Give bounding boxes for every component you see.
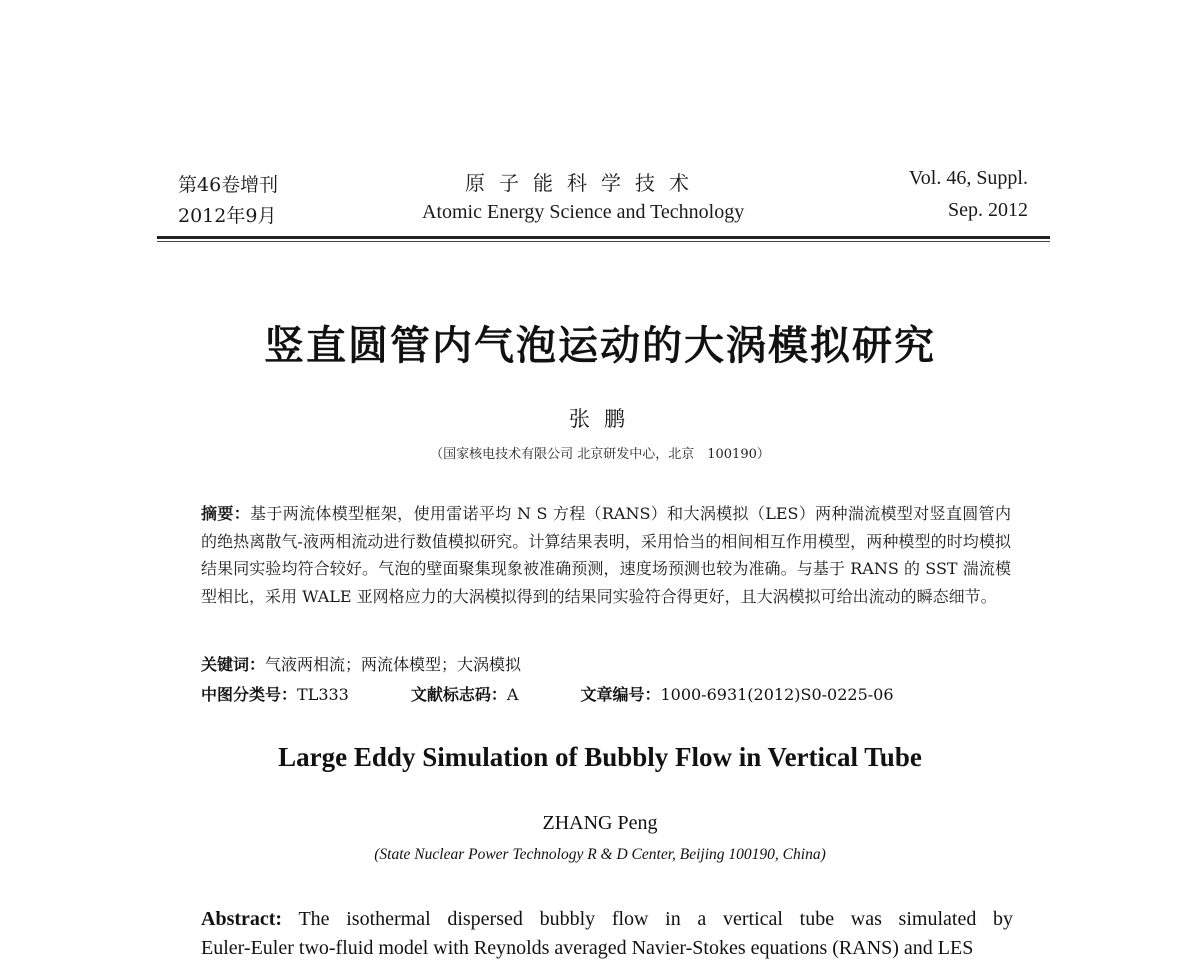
author-en: ZHANG Peng: [542, 812, 658, 834]
keywords-cn: [201, 652, 521, 675]
abstract-en-line1: The isothermal dispersed bubbly flow in a vertical tube was simulated by: [298, 908, 1014, 930]
clc-value: TL333: [297, 685, 349, 704]
date-cn: 2012年9月: [178, 205, 277, 227]
classification-line: [201, 682, 894, 705]
abstract-en: [201, 908, 1013, 931]
doc-code-value: A: [506, 685, 519, 704]
keywords-cn-label: 关键词：: [201, 655, 266, 674]
volume-cn: 第46卷增刊: [178, 174, 279, 196]
article-number-value: 1000-6931(2012)S0-0225-06: [660, 685, 894, 704]
volume-en: Vol. 46, Suppl.: [908, 167, 1028, 189]
journal-title-en: Atomic Energy Science and Technology: [422, 201, 745, 223]
header-rule-thin: [157, 241, 1050, 242]
date-en: Sep. 2012: [948, 199, 1028, 221]
abstract-en-line2: Euler-Euler two-fluid model with Reynolds averaged Navier-Stokes equations (RANS) and LES: [201, 937, 974, 959]
keywords-cn-text: 气液两相流；两流体模型；大涡模拟: [265, 655, 522, 674]
affiliation-en: (State Nuclear Power Technology R & D Center, Beijing 100190, China): [374, 846, 826, 863]
abstract-cn-text: 基于两流体模型框架，使用雷诺平均 N S 方程（RANS）和大涡模拟（LES）两种湍流模型对竖直圆管内的绝热离散气-液两相流动进行数值模拟研究。计算结果表明，采用恰当的相间相互作用模型，两种模型的时均模拟结果同实验均符合较好。气泡的壁面聚集现象被准确预测，速度场预测也较为准确。与基于 RANS 的 SST 湍流模型相比，采用 WALE 亚网格应力的大涡模拟得到的结果同实验符合得更好，且大涡模拟可给出流动的瞬态细节。: [201, 504, 1011, 606]
article-number-label: 文章编号：: [580, 685, 661, 704]
header-rule-thick: [157, 236, 1050, 239]
paper-title-cn: 竖直圆管内气泡运动的大涡模拟研究: [264, 323, 936, 369]
author-cn: 张鹏: [569, 407, 639, 431]
paper-title-en: Large Eddy Simulation of Bubbly Flow in Vertical Tube: [278, 742, 922, 772]
abstract-en-label: Abstract:: [201, 908, 283, 930]
abstract-cn-label: 摘要：: [201, 504, 251, 523]
doc-code-label: 文献标志码：: [410, 685, 507, 704]
journal-title-cn: 原子能科学技术: [465, 171, 703, 195]
affiliation-cn: （国家核电技术有限公司 北京研发中心，北京 100190）: [430, 447, 770, 462]
clc-label: 中图分类号：: [201, 685, 298, 704]
abstract-cn: [201, 500, 1011, 610]
